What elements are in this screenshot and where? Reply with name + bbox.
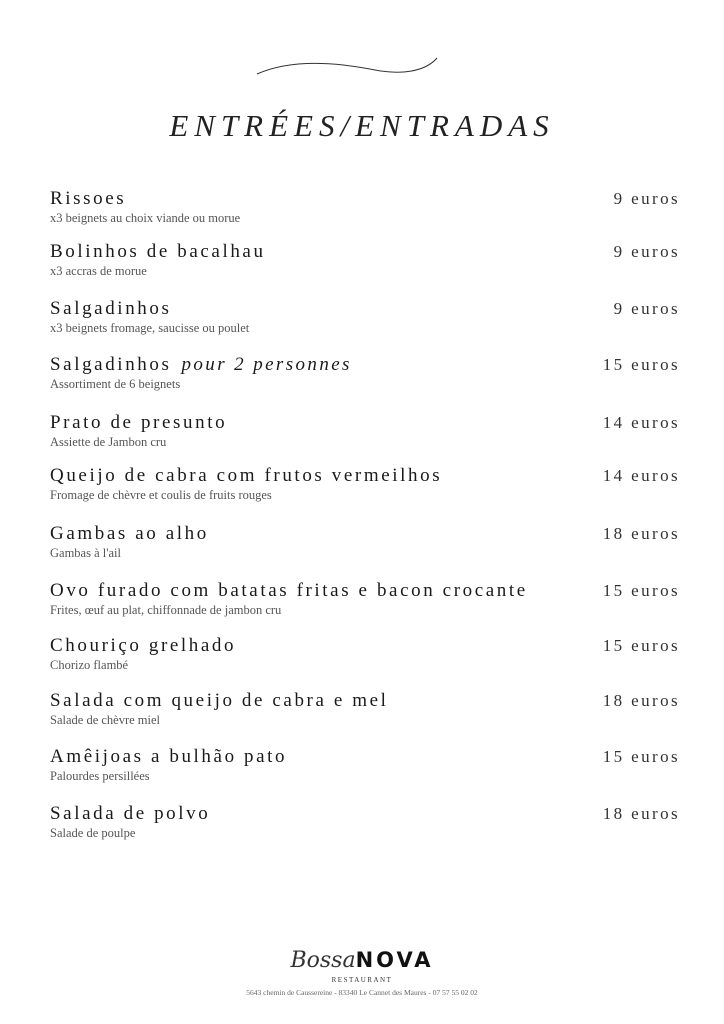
- menu-item: [50, 523, 680, 573]
- menu-item: [50, 746, 680, 796]
- item-price: 15 euros: [602, 636, 680, 655]
- item-price: 18 euros: [602, 691, 680, 710]
- item-description: Gambas à l'ail: [50, 546, 121, 560]
- item-name: [50, 354, 352, 376]
- item-name-text: Salgadinhos: [50, 298, 172, 319]
- logo-bold: NOVA: [355, 948, 434, 972]
- menu-item: [50, 465, 680, 515]
- item-price: 18 euros: [602, 524, 680, 543]
- logo-subtitle: RESTAURANT: [331, 976, 393, 984]
- item-description: x3 beignets au choix viande ou morue: [50, 211, 241, 225]
- item-name-text: Chouriço grelhado: [50, 635, 237, 656]
- menu-item: [50, 354, 680, 404]
- item-description: Assortiment de 6 beignets: [50, 377, 181, 391]
- item-name: [50, 746, 287, 768]
- item-price: 15 euros: [602, 747, 680, 766]
- item-name-text: Rissoes: [50, 188, 127, 209]
- item-price: 15 euros: [602, 355, 680, 374]
- item-name-text: Salgadinhos: [50, 354, 172, 375]
- item-name: [50, 803, 210, 825]
- item-description: Frites, œuf au plat, chiffonnade de jambon cru: [50, 603, 282, 617]
- item-name-text: Prato de presunto: [50, 412, 228, 433]
- item-name-text: Amêijoas a bulhão pato: [50, 746, 288, 767]
- item-note: pour 2 personnes: [181, 354, 352, 375]
- item-name-text: Salada com queijo de cabra e mel: [50, 690, 389, 711]
- logo-script: Bossa: [290, 948, 356, 973]
- menu-item: [50, 803, 680, 853]
- menu-item: [50, 188, 680, 238]
- item-price: 9 euros: [613, 189, 680, 208]
- menu-item: [50, 241, 680, 291]
- menu-item: [50, 690, 680, 740]
- menu-item: [50, 580, 680, 630]
- item-name-text: Salada de polvo: [50, 803, 211, 824]
- item-description: x3 beignets fromage, saucisse ou poulet: [50, 321, 250, 335]
- item-name-text: Gambas ao alho: [50, 523, 209, 544]
- item-name: [50, 635, 236, 657]
- decorative-flourish-icon: [255, 52, 440, 82]
- item-name-text: Queijo de cabra com frutos vermeilhos: [50, 465, 443, 486]
- item-description: x3 accras de morue: [50, 264, 147, 278]
- item-description: Palourdes persillées: [50, 769, 150, 783]
- item-price: 14 euros: [602, 413, 680, 432]
- item-name: [50, 690, 389, 712]
- restaurant-logo: [0, 948, 724, 973]
- menu-item: [50, 412, 680, 462]
- item-name: [50, 580, 528, 602]
- item-name: [50, 523, 209, 545]
- item-name-text: Ovo furado com batatas fritas e bacon crocante: [50, 580, 528, 601]
- item-name-text: Bolinhos de bacalhau: [50, 241, 266, 262]
- item-name: [50, 188, 126, 210]
- item-price: 14 euros: [602, 466, 680, 485]
- item-price: 9 euros: [613, 299, 680, 318]
- footer-address: 5643 chemin de Caussereine - 83340 Le Cannet des Maures - 07 57 55 02 02: [246, 988, 478, 997]
- page-title: ENTRÉES/ENTRADAS: [169, 108, 555, 143]
- item-price: 18 euros: [602, 804, 680, 823]
- item-description: Assiette de Jambon cru: [50, 435, 167, 449]
- item-name: [50, 412, 227, 434]
- item-price: 9 euros: [613, 242, 680, 261]
- item-price: 15 euros: [602, 581, 680, 600]
- item-name: [50, 241, 266, 263]
- menu-item: [50, 635, 680, 685]
- menu-item: [50, 298, 680, 348]
- item-name: [50, 298, 172, 320]
- item-name: [50, 465, 442, 487]
- item-description: Salade de poulpe: [50, 826, 136, 840]
- item-description: Fromage de chèvre et coulis de fruits rouges: [50, 488, 272, 502]
- item-description: Salade de chèvre miel: [50, 713, 161, 727]
- item-description: Chorizo flambé: [50, 658, 129, 672]
